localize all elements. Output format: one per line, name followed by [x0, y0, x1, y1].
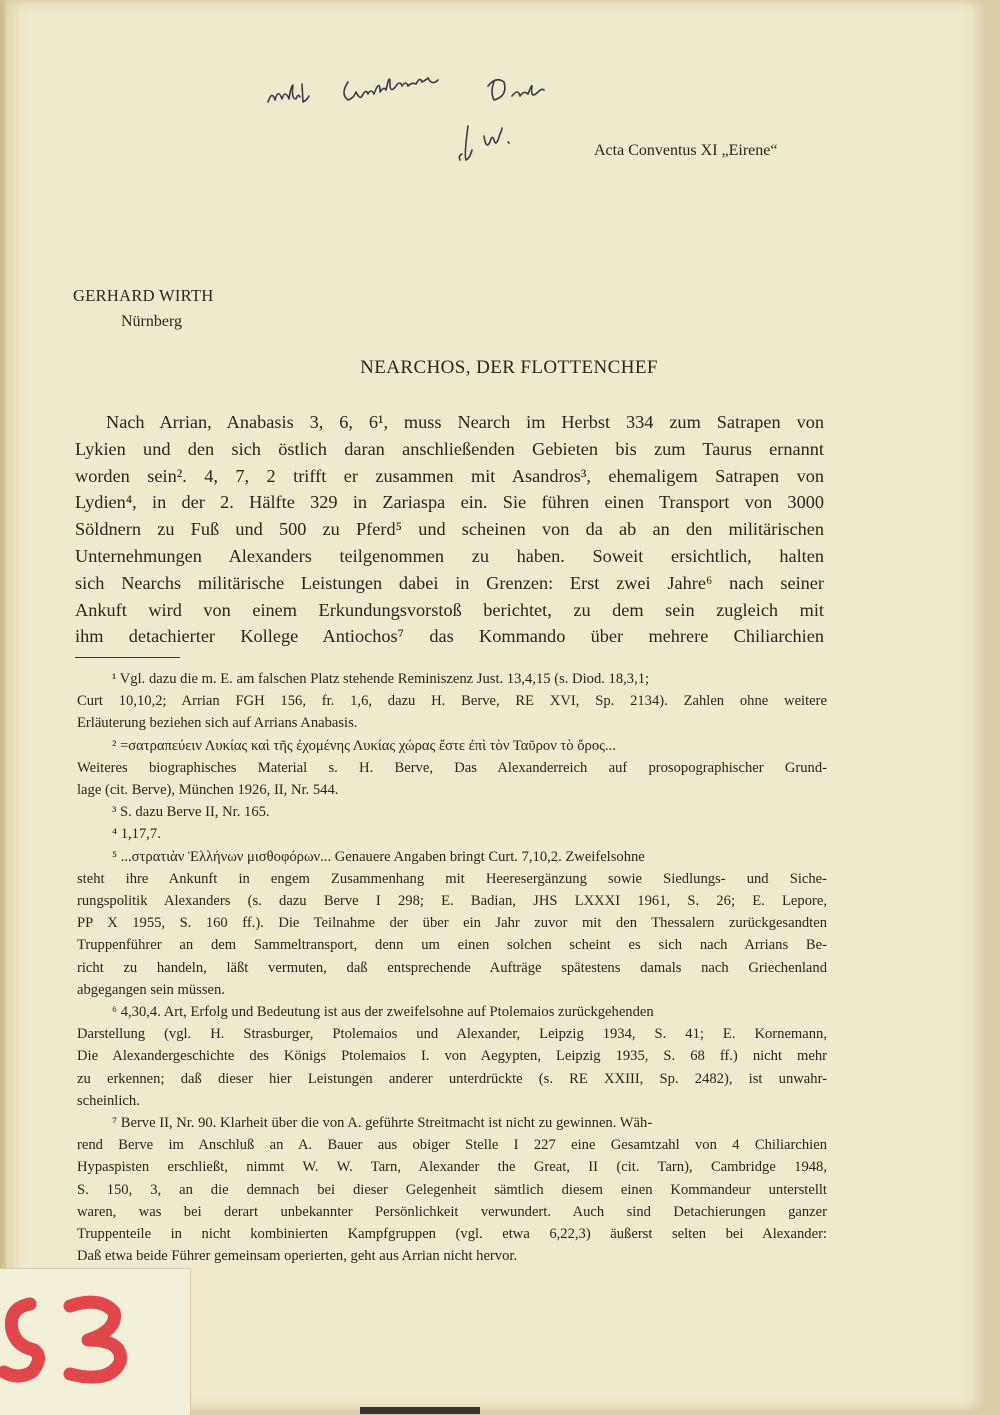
footnote-line: ⁷ Berve II, Nr. 90. Klarheit über die von A. geführte Streitmacht ist nicht zu gewinnen. Wäh-: [112, 1115, 653, 1132]
footnote-line: Truppenteile in nicht kombinierten Kampfgruppen (vgl. etwa 6,22,3) äußerst selten bei Alexander:: [77, 1226, 827, 1243]
footnote-line: ¹ Vgl. dazu die m. E. am falschen Platz stehende Reminiszenz Just. 13,4,15 (s. Diod. 18,3,1;: [112, 671, 650, 687]
body-line: Nach Arrian, Anabasis 3, 6, 6¹, muss Nearch im Herbst 334 zum Satrapen von: [106, 412, 824, 432]
footnote-line: S. 150, 3, an die demnach bei dieser Gelegenheit sämtlich diesem einen Kommandeur unterstellt: [77, 1181, 827, 1198]
handwritten-number-stamp: [0, 1286, 140, 1390]
body-line: ihm detachierter Kollege Antiochos⁷ das Kommando über mehrere Chiliarchien: [75, 626, 824, 647]
footnote-line: scheinlich.: [77, 1092, 140, 1109]
footnote-line: ⁵ ...στρατιὰν Ἑλλήνων μισθοφόρων... Genauere Angaben bringt Curt. 7,10,2. Zweifelsohne: [112, 848, 645, 865]
footnote-separator: [75, 657, 180, 658]
body-line: Ankuft wird von einem Erkundungsvorstoß berichtet, zu dem sein zugleich mit: [75, 599, 824, 620]
body-line: Lykien und den sich östlich daran anschließenden Gebieten bis zum Taurus ernannt: [75, 438, 824, 459]
footnote-line: Truppenführer an dem Sammeltransport, denn um einen solchen scheint es sich nach Arrians Be-: [77, 937, 827, 954]
footnote-line: zu erkennen; daß dieser hier Leistungen anderer unterdrückte (s. RE XXIII, Sp. 2482), ist unwahr-: [77, 1070, 827, 1087]
body-line: worden sein². 4, 7, 2 trifft er zusammen mit Asandros³, ehemaligem Satrapen von: [75, 465, 824, 486]
footnote-line: rungspolitik Alexanders (s. dazu Berve I 298; E. Badian, JHS LXXXI 1961, S. 26; E. Lepore,: [77, 893, 827, 910]
footnote-line: rend Berve im Anschluß an A. Bauer aus obiger Stelle I 227 eine Gesamtzahl von 4 Chiliarchien: [77, 1137, 827, 1154]
body-line: Söldnern zu Fuß und 500 zu Pferd⁵ und scheinen von da ab an den militärischen: [75, 519, 824, 540]
footnotes: [77, 668, 827, 1267]
author-name: GERHARD WIRTH: [73, 286, 214, 305]
footnote-line: Curt 10,10,2; Arrian FGH 156, fr. 1,6, dazu H. Berve, RE XVI, Sp. 2134). Zahlen ohne weitere: [77, 693, 827, 710]
body-line: sich Nearchs militärische Leistungen dabei in Grenzen: Erst zwei Jahre⁶ nach seiner: [75, 572, 824, 593]
footnote-line: steht ihre Ankunft in engem Zusammenhang mit Heeresergänzung sowie Siedlungs- und Siche-: [77, 870, 827, 887]
footnote-line: PP X 1955, S. 160 ff.). Die Teilnahme der über ein Jahr zuvor mit den Thessalern zurückgesandten: [77, 915, 827, 932]
body-line: Unternehmungen Alexanders teilgenommen zu haben. Soweit ersichtlich, halten: [75, 545, 824, 566]
footnote-line: Erläuterung beziehen sich auf Arrians Anabasis.: [77, 715, 358, 732]
author-affiliation: Nürnberg: [121, 313, 183, 330]
footnote-line: Daß etwa beide Führer gemeinsam operierten, geht aus Arrian nicht hervor.: [77, 1248, 518, 1265]
footnote-line: Hypaspisten erschließt, nimmt W. W. Tarn, Alexander the Great, II (cit. Tarn), Cambridge 1948,: [77, 1159, 827, 1176]
footnote-line: waren, was bei derart unbekannter Persönlichkeit verwundert. Auch sind Detachierungen ganzer: [77, 1203, 827, 1220]
footnote-line: lage (cit. Berve), München 1926, II, Nr. 544.: [77, 782, 339, 799]
footnote-line: ⁶ 4,30,4. Art, Erfolg und Bedeutung ist aus der zweifelsohne auf Ptolemaios zurückgehenden: [112, 1004, 654, 1021]
footnote-line: Weiteres biographisches Material s. H. Berve, Das Alexanderreich auf prosopographischer Grund-: [77, 759, 827, 776]
footnote-line: abgegangen sein müssen.: [77, 981, 225, 998]
series-header: Acta Conventus XI „Eirene“: [594, 142, 778, 159]
footnote-line: Darstellung (vgl. H. Strasburger, Ptolemaios und Alexander, Leipzig 1934, S. 41; E. Kornemann,: [77, 1026, 827, 1043]
body-line: Lydien⁴, in der 2. Hälfte 329 in Zariaspa ein. Sie führen einen Transport von 3000: [75, 492, 824, 513]
page-bottom-edge: [360, 1407, 480, 1414]
footnote-line: ³ S. dazu Berve II, Nr. 165.: [112, 804, 270, 821]
handwritten-dedication-signature: [262, 72, 582, 172]
body-text: [75, 409, 824, 650]
footnote-line: ² =σατραπεύειν Λυκίας καὶ τῆς ἐχομένης Λυκίας χώρας ἔστε ἐπὶ τὸν Ταῦρον τὸ ὄρος...: [112, 737, 616, 754]
article-title: NEARCHOS, DER FLOTTENCHEF: [360, 357, 658, 378]
footnote-line: Die Alexandergeschichte des Königs Ptolemaios I. von Aegypten, Leipzig 1935, S. 68 ff.) nicht mehr: [77, 1048, 827, 1065]
footnote-line: richt zu handeln, läßt vermuten, daß entsprechende Aufträge spätestens damals nach Griechenland: [77, 959, 827, 976]
footnote-line: ⁴ 1,17,7.: [112, 826, 161, 843]
